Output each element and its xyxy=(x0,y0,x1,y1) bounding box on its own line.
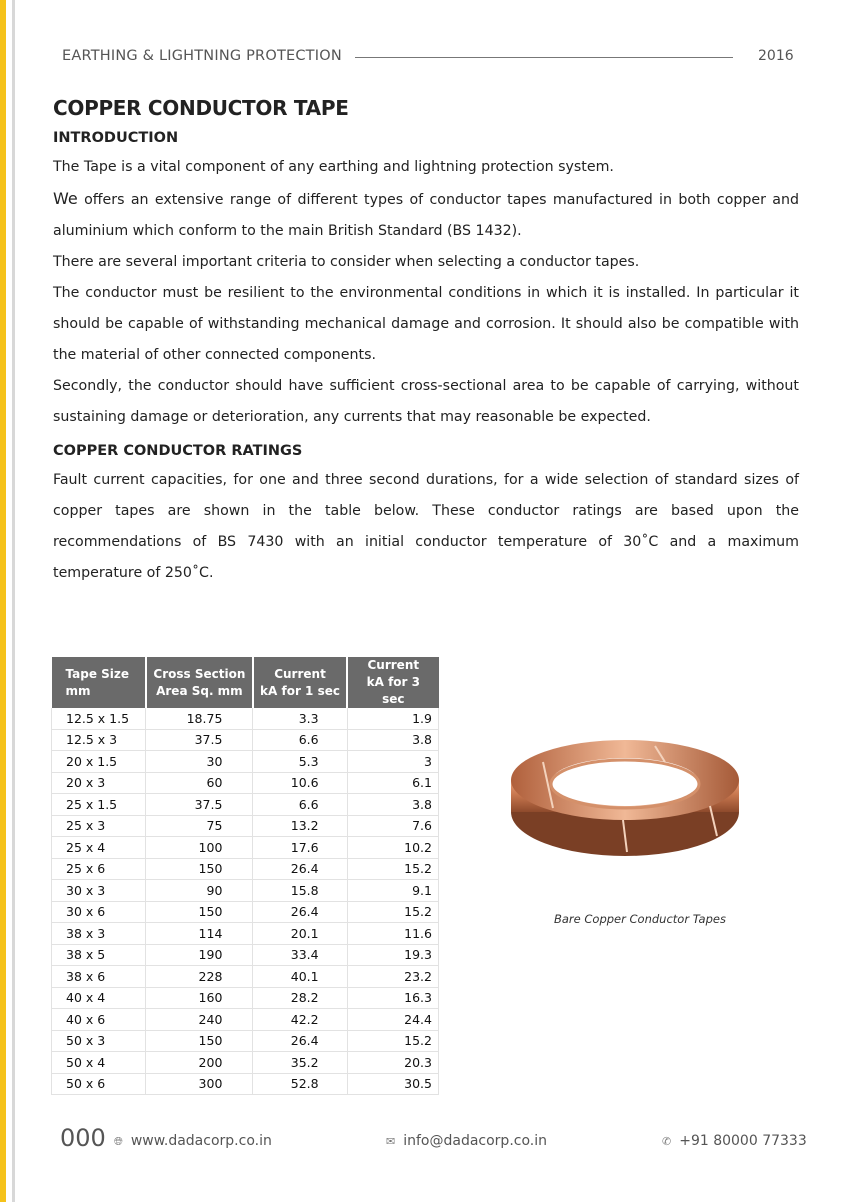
copper-tape-image xyxy=(505,740,750,860)
table-cell: 50 x 3 xyxy=(52,1030,146,1052)
table-cell: 24.4 xyxy=(347,1009,438,1031)
table-row xyxy=(52,880,439,902)
table-cell: 15.2 xyxy=(347,1030,438,1052)
table-cell: 20 x 1.5 xyxy=(52,751,146,773)
table-row xyxy=(52,1052,439,1074)
table-cell: 23.2 xyxy=(347,966,438,988)
table-cell: 150 xyxy=(146,858,253,880)
table-cell: 18.75 xyxy=(146,708,253,729)
ratings-paragraph: Fault current capacities, for one and three second durations, for a wide selection of standard sizes of copper tapes are shown in the table below. These conductor ratings are based upon the recommendations of BS 7430 with an initial conductor temperature of 30˚C and a maximum temperature of 250˚C. xyxy=(53,472,799,581)
table-cell: 190 xyxy=(146,944,253,966)
phone-text: +91 80000 77333 xyxy=(679,1133,807,1149)
table-cell: 6.6 xyxy=(253,729,347,751)
table-cell: 15.2 xyxy=(347,858,438,880)
footer xyxy=(0,1124,850,1154)
table-cell: 1.9 xyxy=(347,708,438,729)
intro-lead-word: We xyxy=(53,189,78,208)
intro-paragraph-2 xyxy=(53,183,799,247)
table-cell: 26.4 xyxy=(253,901,347,923)
table-cell: 3.3 xyxy=(253,708,347,729)
table-row xyxy=(52,901,439,923)
intro-heading: INTRODUCTION xyxy=(53,130,179,146)
left-accent-line xyxy=(12,0,15,1202)
table-row xyxy=(52,1073,439,1095)
table-cell: 28.2 xyxy=(253,987,347,1009)
table-cell: 40 x 6 xyxy=(52,1009,146,1031)
table-cell: 25 x 6 xyxy=(52,858,146,880)
table-cell: 35.2 xyxy=(253,1052,347,1074)
col-header-cross-section: Cross Section Area Sq. mm xyxy=(146,657,253,708)
table-row xyxy=(52,837,439,859)
table-cell: 33.4 xyxy=(253,944,347,966)
table-cell: 150 xyxy=(146,901,253,923)
footer-email[interactable] xyxy=(386,1133,547,1149)
table-row xyxy=(52,794,439,816)
table-cell: 26.4 xyxy=(253,858,347,880)
table-cell: 15.8 xyxy=(253,880,347,902)
table-cell: 12.5 x 3 xyxy=(52,729,146,751)
table-row xyxy=(52,987,439,1009)
footer-website[interactable] xyxy=(114,1133,272,1149)
table-row xyxy=(52,751,439,773)
website-text: www.dadacorp.co.in xyxy=(130,1133,272,1149)
table-cell: 25 x 4 xyxy=(52,837,146,859)
table-cell: 10.2 xyxy=(347,837,438,859)
table-cell: 100 xyxy=(146,837,253,859)
table-cell: 20.1 xyxy=(253,923,347,945)
header-divider xyxy=(355,57,733,58)
main-content xyxy=(53,96,799,589)
col-header-current-3s: Current kA for 3 sec xyxy=(347,657,438,708)
table-cell: 11.6 xyxy=(347,923,438,945)
table-row xyxy=(52,1009,439,1031)
table-cell: 30.5 xyxy=(347,1073,438,1095)
globe-icon: 🌐︎ xyxy=(114,1135,123,1148)
table-cell: 20 x 3 xyxy=(52,772,146,794)
table-cell: 6.1 xyxy=(347,772,438,794)
table-cell: 3 xyxy=(347,751,438,773)
header-year: 2016 xyxy=(758,48,794,64)
table-row xyxy=(52,858,439,880)
table-cell: 150 xyxy=(146,1030,253,1052)
table-cell: 114 xyxy=(146,923,253,945)
page-title: COPPER CONDUCTOR TAPE xyxy=(53,96,349,120)
table-cell: 3.8 xyxy=(347,794,438,816)
table-cell: 12.5 x 1.5 xyxy=(52,708,146,729)
table-row xyxy=(52,729,439,751)
table-cell: 75 xyxy=(146,815,253,837)
table-cell: 6.6 xyxy=(253,794,347,816)
col-header-current-1s: Current kA for 1 sec xyxy=(253,657,347,708)
intro-paragraph-4: The conductor must be resilient to the environmental conditions in which it is installed. In particular it should be capable of withstanding mechanical damage and corrosion. It should also be compatible with the material of other connected components. xyxy=(53,285,799,363)
table-header-row xyxy=(52,657,439,708)
table-cell: 10.6 xyxy=(253,772,347,794)
table-cell: 42.2 xyxy=(253,1009,347,1031)
ratings-heading: COPPER CONDUCTOR RATINGS xyxy=(53,443,303,459)
table-cell: 20.3 xyxy=(347,1052,438,1074)
intro-paragraph-3: There are several important criteria to consider when selecting a conductor tapes. xyxy=(53,254,640,270)
table-cell: 60 xyxy=(146,772,253,794)
table-row xyxy=(52,815,439,837)
table-cell: 5.3 xyxy=(253,751,347,773)
table-cell: 38 x 6 xyxy=(52,966,146,988)
table-cell: 30 x 3 xyxy=(52,880,146,902)
header-title: EARTHING & LIGHTNING PROTECTION xyxy=(62,48,342,64)
ratings-table xyxy=(51,657,439,1095)
table-cell: 228 xyxy=(146,966,253,988)
mail-icon: ✉︎ xyxy=(386,1135,396,1148)
col-header-tape-size: Tape Size mm xyxy=(52,657,146,708)
table-row xyxy=(52,1030,439,1052)
footer-phone[interactable] xyxy=(662,1133,807,1149)
table-cell: 52.8 xyxy=(253,1073,347,1095)
phone-icon: ✆︎ xyxy=(662,1135,672,1148)
table-cell: 19.3 xyxy=(347,944,438,966)
table-row xyxy=(52,772,439,794)
table-row xyxy=(52,944,439,966)
intro-paragraph-2-text: offers an extensive range of different types of conductor tapes manufactured in both copper and aluminium which conform to the main British Standard (BS 1432). xyxy=(53,192,799,239)
intro-paragraph-5: Secondly, the conductor should have sufficient cross-sectional area to be capable of carrying, without sustaining damage or deterioration, any currents that may reasonable be expected. xyxy=(53,378,799,425)
table-row xyxy=(52,708,439,729)
table-cell: 160 xyxy=(146,987,253,1009)
email-text: info@dadacorp.co.in xyxy=(403,1133,547,1149)
table-cell: 240 xyxy=(146,1009,253,1031)
table-cell: 50 x 4 xyxy=(52,1052,146,1074)
table-cell: 200 xyxy=(146,1052,253,1074)
table-cell: 37.5 xyxy=(146,729,253,751)
table-cell: 300 xyxy=(146,1073,253,1095)
table-cell: 25 x 3 xyxy=(52,815,146,837)
image-caption: Bare Copper Conductor Tapes xyxy=(554,912,726,926)
table-cell: 38 x 5 xyxy=(52,944,146,966)
page-number: 000 xyxy=(60,1124,106,1152)
table-cell: 50 x 6 xyxy=(52,1073,146,1095)
table-cell: 90 xyxy=(146,880,253,902)
table-cell: 38 x 3 xyxy=(52,923,146,945)
intro-paragraph-1: The Tape is a vital component of any earthing and lightning protection system. xyxy=(53,159,614,175)
left-accent-bar xyxy=(0,0,6,1202)
table-cell: 7.6 xyxy=(347,815,438,837)
table-cell: 30 x 6 xyxy=(52,901,146,923)
table-cell: 37.5 xyxy=(146,794,253,816)
table-cell: 25 x 1.5 xyxy=(52,794,146,816)
table-cell: 15.2 xyxy=(347,901,438,923)
table-row xyxy=(52,923,439,945)
table-cell: 9.1 xyxy=(347,880,438,902)
table-cell: 26.4 xyxy=(253,1030,347,1052)
table-cell: 40 x 4 xyxy=(52,987,146,1009)
table-cell: 30 xyxy=(146,751,253,773)
table-body xyxy=(52,708,439,1095)
table-cell: 3.8 xyxy=(347,729,438,751)
table-cell: 40.1 xyxy=(253,966,347,988)
table-row xyxy=(52,966,439,988)
table-cell: 16.3 xyxy=(347,987,438,1009)
table-cell: 13.2 xyxy=(253,815,347,837)
table-cell: 17.6 xyxy=(253,837,347,859)
